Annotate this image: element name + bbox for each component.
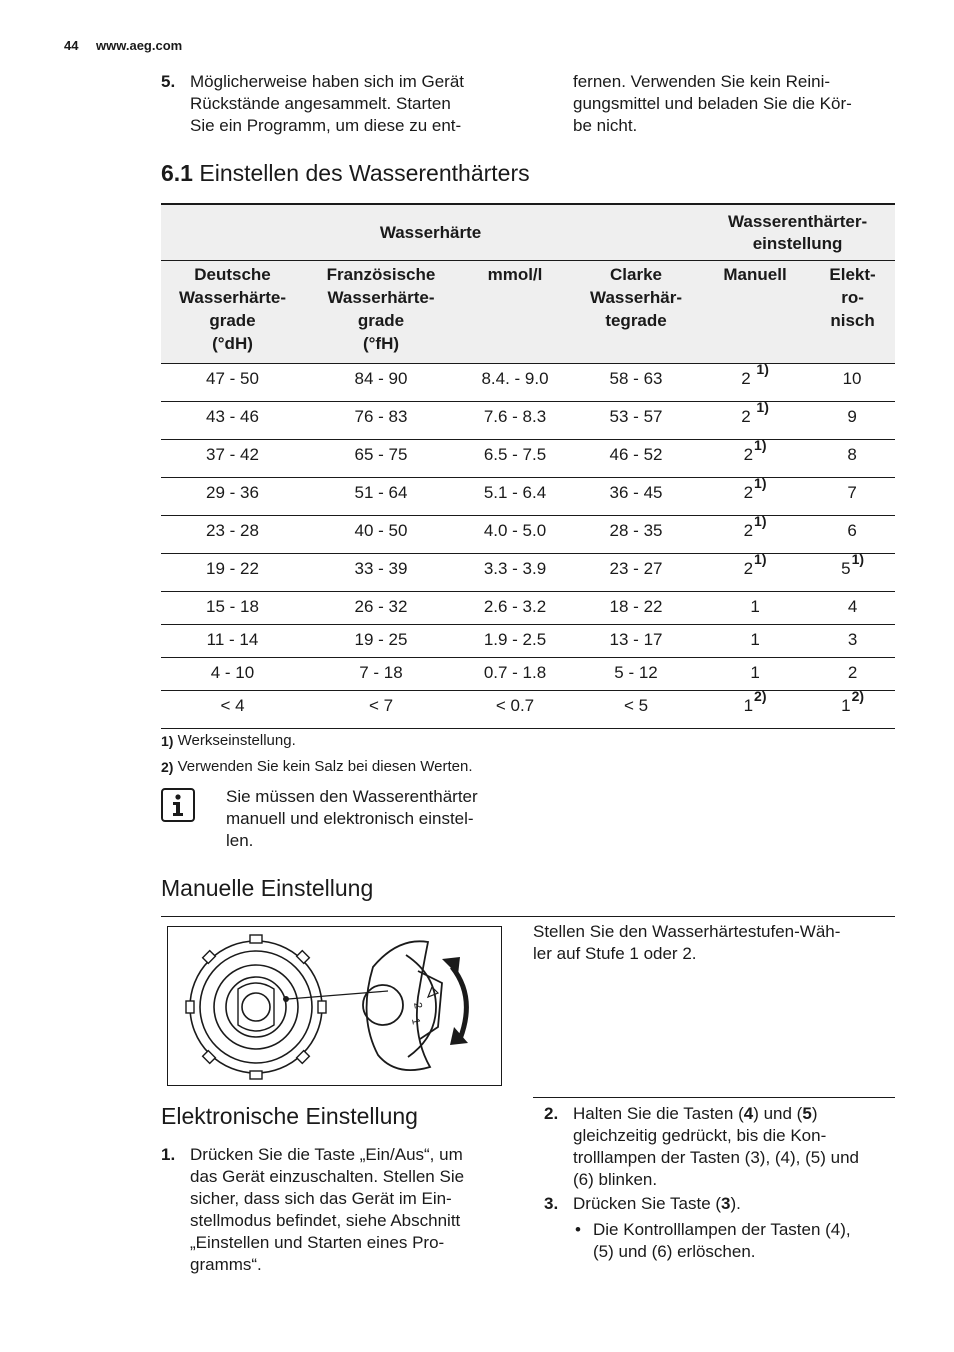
table-cell xyxy=(810,440,895,478)
table-cell: 76 - 83 xyxy=(304,402,458,440)
table-cell: 19 - 25 xyxy=(304,625,458,658)
table-cell: 33 - 39 xyxy=(304,554,458,592)
text-line: (6) blinken. xyxy=(573,1170,658,1189)
table-cell: 19 - 22 xyxy=(161,554,304,592)
text-line: Die Kontrolllampen der Tasten (4), xyxy=(593,1220,851,1239)
table-cell: 18 - 22 xyxy=(572,592,700,625)
manual-setting-text xyxy=(533,921,893,965)
text-line: (5) und (6) erlöschen. xyxy=(593,1242,756,1261)
text-line: sicher, dass sich das Gerät im Ein- xyxy=(190,1189,452,1208)
electronic-step-2 xyxy=(573,1103,903,1191)
table-cell xyxy=(700,592,810,625)
text-line: manuell und elektronisch einstel- xyxy=(226,809,474,828)
cell-value: 1 xyxy=(750,630,760,649)
table-cell: 28 - 35 xyxy=(572,516,700,554)
column-header: Französische Wasserhärte- grade (°fH) xyxy=(304,261,458,364)
section-title-text: Einstellen des Wasserenthärters xyxy=(199,160,530,186)
softener-dial-illustration xyxy=(167,926,502,1086)
table-cell: 84 - 90 xyxy=(304,364,458,402)
water-hardness-table xyxy=(161,203,895,729)
footnote-ref: 1) xyxy=(756,399,769,415)
table-cell xyxy=(810,658,895,691)
footnote-mark: 1) xyxy=(161,733,174,749)
text-line: Drücken Sie die Taste „Ein/Aus“, um xyxy=(190,1145,463,1164)
key-number: 4 xyxy=(743,1104,754,1123)
cell-value: 10 xyxy=(842,369,862,388)
key-number: 3 xyxy=(721,1194,731,1213)
table-cell xyxy=(700,513,810,554)
text-line: ler auf Stufe 1 oder 2. xyxy=(533,944,697,963)
footnote-ref: 2) xyxy=(754,688,767,704)
table-cell: 47 - 50 xyxy=(161,364,304,402)
text-line: Sie ein Programm, um diese zu ent- xyxy=(190,116,462,135)
table-row xyxy=(161,691,895,729)
footnote-1 xyxy=(161,731,296,751)
info-note-text xyxy=(226,786,526,852)
column-header: Elekt- ro- nisch xyxy=(810,261,895,364)
text-run: Halten Sie die Tasten ( xyxy=(573,1104,744,1123)
table-row xyxy=(161,625,895,658)
table-cell: 13 - 17 xyxy=(572,625,700,658)
column-header: Deutsche Wasserhärte- grade (°dH) xyxy=(161,261,304,364)
table-cell: < 4 xyxy=(161,691,304,729)
cell-value: 1 xyxy=(750,663,760,682)
table-cell: 4 - 10 xyxy=(161,658,304,691)
text-line: stellmodus befindet, siehe Abschnitt xyxy=(190,1211,461,1230)
table-cell: 5 - 12 xyxy=(572,658,700,691)
table-cell xyxy=(810,478,895,516)
column-header: Clarke Wasserhär- tegrade xyxy=(572,261,700,364)
table-cell xyxy=(700,688,810,729)
manual-setting-heading: Manuelle Einstellung xyxy=(161,875,374,901)
table-cell: 37 - 42 xyxy=(161,440,304,478)
page-number: 44 xyxy=(64,38,79,53)
group-header-softener-setting: Wasserenthärter- einstellung xyxy=(700,204,895,261)
cell-value: 2 xyxy=(847,663,858,682)
cell-value: 2 xyxy=(743,521,754,540)
table-cell: 5.1 - 6.4 xyxy=(458,478,572,516)
table-column-header-row xyxy=(161,261,895,364)
table-cell: 53 - 57 xyxy=(572,402,700,440)
table-cell xyxy=(700,625,810,658)
column-header: mmol/l xyxy=(458,261,572,364)
cell-value: 2 xyxy=(741,369,756,388)
table-cell xyxy=(700,399,810,440)
table-cell: 36 - 45 xyxy=(572,478,700,516)
intro-step-right xyxy=(573,71,903,137)
text-run: Drücken Sie Taste ( xyxy=(573,1194,722,1213)
cell-value: 7 xyxy=(847,483,857,502)
footnote-text: Werkseinstellung. xyxy=(177,732,296,749)
table-cell: 43 - 46 xyxy=(161,402,304,440)
step-number: 2. xyxy=(544,1104,559,1123)
table-cell xyxy=(700,658,810,691)
text-line: Stellen Sie den Wasserhärtestufen-Wäh- xyxy=(533,922,841,941)
table-cell: 23 - 27 xyxy=(572,554,700,592)
info-icon xyxy=(161,788,195,822)
table-row xyxy=(161,554,895,592)
footnote-ref: 1) xyxy=(754,437,767,453)
site-url: www.aeg.com xyxy=(96,38,183,53)
table-row xyxy=(161,402,895,440)
text-line: Rückstände angesammelt. Starten xyxy=(190,94,451,113)
footnote-ref: 2) xyxy=(851,688,865,704)
table-cell xyxy=(810,516,895,554)
footnote-2 xyxy=(161,757,473,777)
footnote-mark: 2) xyxy=(161,759,174,775)
footnote-text: Verwenden Sie kein Salz bei diesen Werten. xyxy=(177,758,473,775)
cell-value: 2 xyxy=(741,407,756,426)
text-run: ) und ( xyxy=(753,1104,803,1123)
cell-value: 4 xyxy=(847,597,858,616)
text-line: gramms“. xyxy=(190,1255,262,1274)
footnote-ref: 1) xyxy=(756,361,769,377)
table-cell: 65 - 75 xyxy=(304,440,458,478)
bullet-icon: • xyxy=(575,1220,581,1239)
table-cell: 8.4. - 9.0 xyxy=(458,364,572,402)
table-cell xyxy=(700,475,810,516)
cell-value: 5 xyxy=(841,559,851,578)
section-number: 6.1 xyxy=(161,160,193,186)
divider xyxy=(161,916,895,917)
table-row xyxy=(161,440,895,478)
table-cell: 3.3 - 3.9 xyxy=(458,554,572,592)
dial-mark: 1 xyxy=(409,1017,422,1026)
divider xyxy=(533,1097,895,1098)
dial-mark: 2 xyxy=(411,1001,424,1010)
table-cell: < 7 xyxy=(304,691,458,729)
column-header: Manuell xyxy=(700,261,810,364)
table-cell: 7 - 18 xyxy=(304,658,458,691)
table-cell xyxy=(810,625,895,658)
step-number: 1. xyxy=(161,1145,176,1164)
intro-step-left xyxy=(190,71,530,137)
cell-value: 2 xyxy=(743,445,754,464)
table-cell: 6.5 - 7.5 xyxy=(458,440,572,478)
text-line: len. xyxy=(226,831,254,850)
electronic-setting-heading: Elektronische Einstellung xyxy=(161,1103,418,1129)
text-line: trolllampen der Tasten (3), (4), (5) und xyxy=(573,1148,859,1167)
text-line: gleichzeitig gedrückt, bis die Kon- xyxy=(573,1126,827,1145)
table-row xyxy=(161,364,895,402)
table-cell: 46 - 52 xyxy=(572,440,700,478)
table-cell xyxy=(810,592,895,625)
text-line: be nicht. xyxy=(573,116,638,135)
table-cell: 11 - 14 xyxy=(161,625,304,658)
footnote-ref: 1) xyxy=(754,551,767,567)
key-number: 5 xyxy=(802,1104,812,1123)
electronic-step-1 xyxy=(190,1144,530,1276)
text-run: ) xyxy=(811,1104,818,1123)
cell-value: 3 xyxy=(847,630,858,649)
bullet-item xyxy=(593,1219,903,1263)
group-header-water-hardness: Wasserhärte xyxy=(161,204,700,261)
table-row xyxy=(161,516,895,554)
table-row xyxy=(161,658,895,691)
step-number: 5. xyxy=(161,72,176,91)
text-line: fernen. Verwenden Sie kein Reini- xyxy=(573,72,831,91)
cell-value: 8 xyxy=(847,445,857,464)
section-title xyxy=(161,159,530,187)
table-cell xyxy=(700,361,810,402)
text-line: Sie müssen den Wasserenthärter xyxy=(226,787,478,806)
table-cell xyxy=(810,364,895,402)
table-cell: < 5 xyxy=(572,691,700,729)
text-line: „Einstellen und Starten eines Pro- xyxy=(190,1233,445,1252)
table-cell: 29 - 36 xyxy=(161,478,304,516)
table-cell: 51 - 64 xyxy=(304,478,458,516)
table-cell: 23 - 28 xyxy=(161,516,304,554)
table-cell: < 0.7 xyxy=(458,691,572,729)
table-cell xyxy=(700,437,810,478)
cell-value: 1 xyxy=(743,696,754,715)
table-cell: 2.6 - 3.2 xyxy=(458,592,572,625)
cell-value: 2 xyxy=(743,559,754,578)
cell-value: 9 xyxy=(847,407,857,426)
dial-drawing xyxy=(168,927,501,1085)
table-row xyxy=(161,592,895,625)
text-line: Möglicherweise haben sich im Gerät xyxy=(190,72,465,91)
table-group-header-row xyxy=(161,204,895,261)
table-cell: 1.9 - 2.5 xyxy=(458,625,572,658)
table-cell xyxy=(810,551,895,592)
table-cell xyxy=(810,402,895,440)
text-line: gungsmittel und beladen Sie die Kör- xyxy=(573,94,852,113)
cell-value: 1 xyxy=(841,696,851,715)
step-number: 3. xyxy=(544,1194,559,1213)
cell-value: 1 xyxy=(750,597,760,616)
table-cell: 15 - 18 xyxy=(161,592,304,625)
footnote-ref: 1) xyxy=(754,513,767,529)
table-cell: 0.7 - 1.8 xyxy=(458,658,572,691)
table-cell: 40 - 50 xyxy=(304,516,458,554)
footnote-ref: 1) xyxy=(851,551,865,567)
text-line: das Gerät einzuschalten. Stellen Sie xyxy=(190,1167,465,1186)
cell-value: 6 xyxy=(847,521,857,540)
cell-value: 2 xyxy=(743,483,754,502)
table-cell xyxy=(810,688,895,729)
electronic-step-3 xyxy=(573,1193,903,1215)
table-cell: 7.6 - 8.3 xyxy=(458,402,572,440)
text-line xyxy=(573,1103,903,1125)
table-cell xyxy=(700,551,810,592)
footnote-ref: 1) xyxy=(754,475,767,491)
table-cell: 58 - 63 xyxy=(572,364,700,402)
table-cell: 26 - 32 xyxy=(304,592,458,625)
table-row xyxy=(161,478,895,516)
text-run: ). xyxy=(730,1194,741,1213)
table-cell: 4.0 - 5.0 xyxy=(458,516,572,554)
